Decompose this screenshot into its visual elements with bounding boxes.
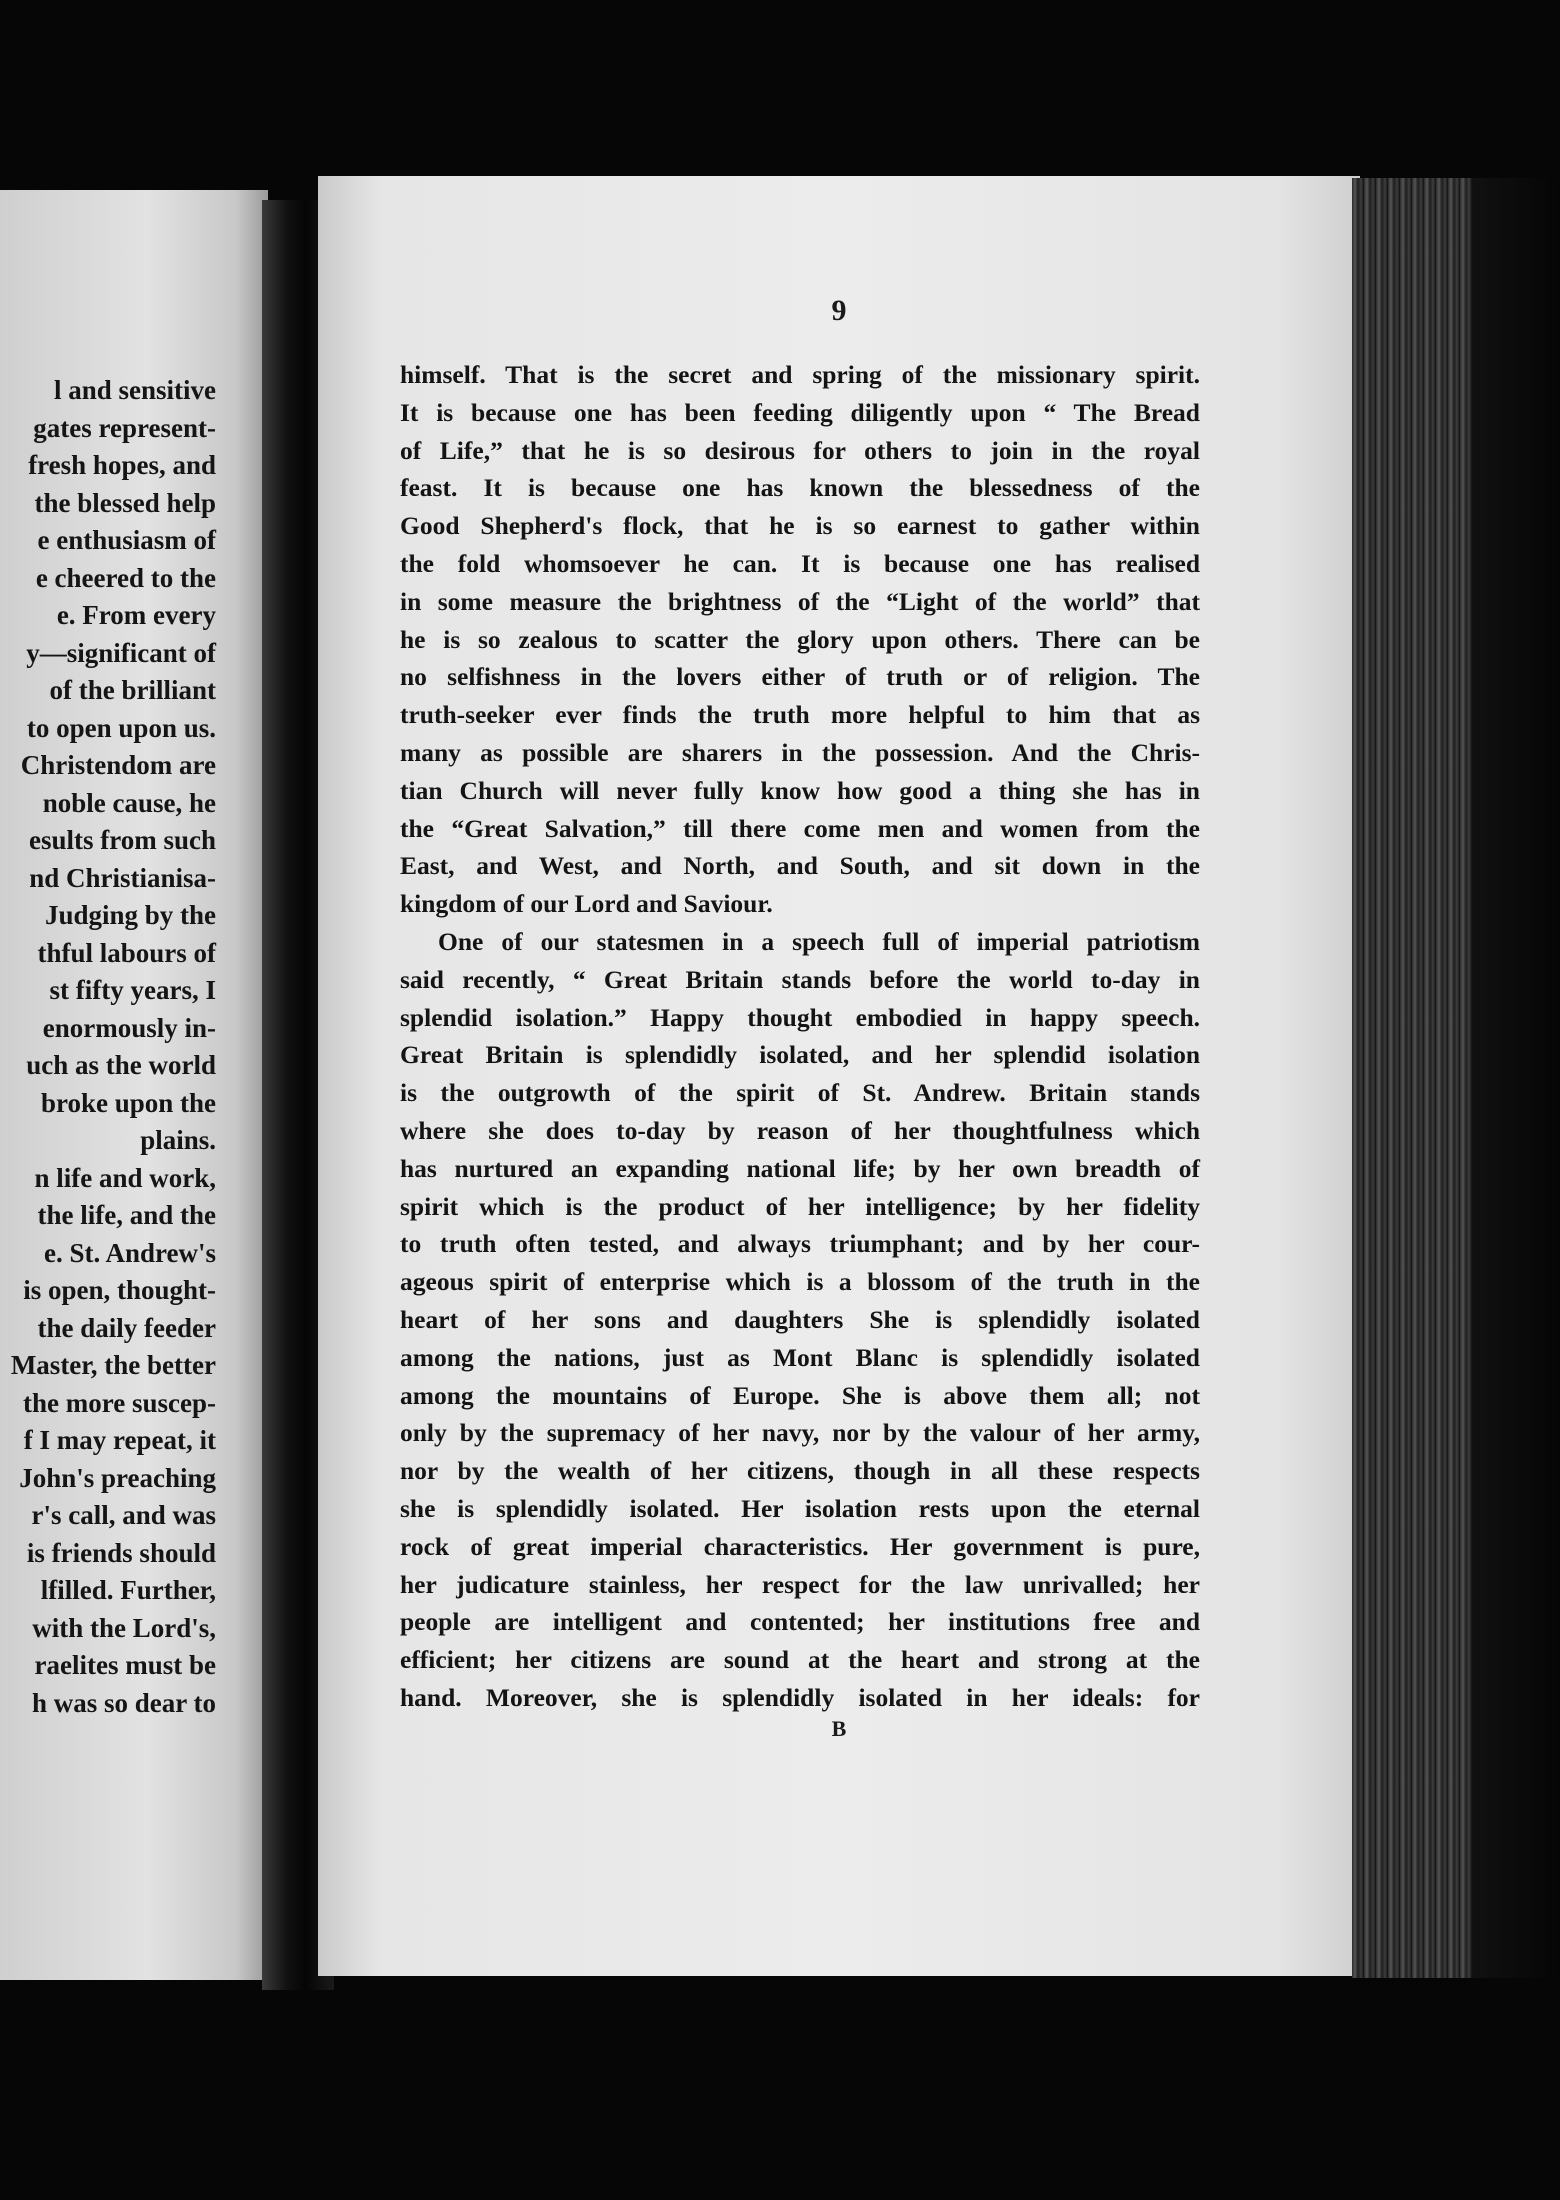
right-page <box>318 176 1360 1976</box>
body-line: said recently, “ Great Britain stands before the world to-day in <box>400 964 1200 994</box>
body-line: spirit which is the product of her intelligence; by her fidelity <box>400 1191 1200 1221</box>
body-line: rock of great imperial characteristics. Her government is pure, <box>400 1531 1200 1561</box>
left-line: e cheered to the <box>35 562 216 593</box>
left-line: gates represent- <box>33 412 216 443</box>
left-line: of the brilliant <box>49 675 216 705</box>
body-line: kingdom of our Lord and Saviour. <box>400 889 773 919</box>
left-line: e. St. Andrew's <box>43 1237 216 1268</box>
left-line: is open, thought- <box>23 1275 216 1305</box>
left-line: lfilled. Further, <box>40 1575 216 1605</box>
body-line: people are intelligent and contented; her institutions free and <box>400 1607 1200 1637</box>
body-line: feast. It is because one has known the blessedness of the <box>400 473 1200 503</box>
body-line: only by the supremacy of her navy, nor by the valour of her army, <box>400 1418 1200 1448</box>
left-page <box>0 190 268 1980</box>
left-page-text <box>11 372 216 1722</box>
body-line: splendid isolation.” Happy thought embodied in happy speech. <box>400 1002 1200 1032</box>
body-line: he is so zealous to scatter the glory upon others. There can be <box>400 624 1200 654</box>
page-body-text <box>400 356 1200 1717</box>
signature-mark: B <box>831 1716 847 1741</box>
left-line: thful labours of <box>37 937 216 968</box>
left-line: e. From every <box>56 600 216 630</box>
left-line: fresh hopes, and <box>28 450 216 480</box>
left-line: r's call, and was <box>31 1500 216 1530</box>
body-line: among the nations, just as Mont Blanc is splendidly isolated <box>400 1342 1200 1372</box>
left-line: Christendom are <box>20 750 216 780</box>
body-line: Good Shepherd's flock, that he is so earnest to gather within <box>400 511 1200 541</box>
left-line: e enthusiasm of <box>37 525 216 555</box>
body-line: tian Church will never fully know how good a thing she has in <box>400 775 1200 805</box>
left-line: enormously in- <box>42 1012 216 1043</box>
left-line: esults from such <box>28 825 216 855</box>
left-line: st fifty years, I <box>49 975 216 1005</box>
left-line: Master, the better <box>10 1350 216 1380</box>
page-stack-edge <box>1352 178 1472 1978</box>
body-line: himself. That is the secret and spring of the missionary spirit. <box>400 360 1200 389</box>
left-line: l and sensitive <box>53 375 216 405</box>
body-line: ageous spirit of enterprise which is a blossom of the truth in the <box>400 1267 1200 1297</box>
left-line: noble cause, he <box>42 787 216 818</box>
left-line: raelites must be <box>34 1650 216 1680</box>
left-line: f I may repeat, it <box>23 1425 216 1455</box>
body-line: of Life,” that he is so desirous for others to join in the royal <box>400 435 1200 465</box>
body-line: It is because one has been feeding diligently upon “ The Bread <box>400 397 1200 427</box>
body-line: the fold whomsoever he can. It is because one has realised <box>400 548 1200 578</box>
left-line: Judging by the <box>44 900 216 930</box>
left-line: nd Christianisa- <box>29 862 216 893</box>
body-line: heart of her sons and daughters She is splendidly isolated <box>400 1304 1200 1334</box>
body-line: where she does to-day by reason of her thoughtfulness which <box>400 1115 1200 1145</box>
left-line: the more suscep- <box>23 1387 216 1418</box>
body-line: hand. Moreover, she is splendidly isolated in her ideals: for <box>400 1682 1200 1712</box>
left-line: n life and work, <box>34 1162 216 1193</box>
body-line: East, and West, and North, and South, and sit down in the <box>400 851 1200 881</box>
body-line: no selfishness in the lovers either of truth or of religion. The <box>400 662 1200 692</box>
left-line: is friends should <box>26 1537 216 1568</box>
left-line: John's preaching <box>19 1462 216 1493</box>
left-line: plains. <box>140 1125 216 1155</box>
left-line: the daily feeder <box>37 1312 216 1343</box>
body-line: she is splendidly isolated. Her isolation rests upon the eternal <box>400 1493 1200 1523</box>
body-line: is the outgrowth of the spirit of St. Andrew. Britain stands <box>400 1078 1200 1108</box>
left-line: uch as the world <box>26 1050 216 1080</box>
book-cover-shadow <box>1472 178 1560 1978</box>
left-line: with the Lord's, <box>32 1612 216 1643</box>
page-number: 9 <box>831 294 847 327</box>
left-line: to open upon us. <box>26 712 216 743</box>
body-line: Great Britain is splendidly isolated, and her splendid isolation <box>400 1040 1200 1070</box>
left-line: h was so dear to <box>31 1687 216 1718</box>
body-line: has nurtured an expanding national life; by her own breadth of <box>400 1153 1200 1183</box>
body-line: nor by the wealth of her citizens, though in all these respects <box>400 1456 1200 1486</box>
left-line: broke upon the <box>40 1087 216 1118</box>
left-line: the blessed help <box>34 487 216 518</box>
body-line: the “Great Salvation,” till there come men and women from the <box>400 813 1200 843</box>
body-line: efficient; her citizens are sound at the heart and strong at the <box>400 1645 1200 1675</box>
left-line: the life, and the <box>37 1200 216 1230</box>
body-line: among the mountains of Europe. She is above them all; not <box>400 1380 1200 1410</box>
left-line: y—significant of <box>26 637 216 668</box>
body-line: her judicature stainless, her respect for the law unrivalled; her <box>400 1569 1200 1599</box>
body-line: many as possible are sharers in the possession. And the Chris- <box>400 737 1200 767</box>
body-line: to truth often tested, and always triumphant; and by her cour- <box>400 1229 1200 1259</box>
body-line: truth-seeker ever finds the truth more helpful to him that as <box>400 700 1200 730</box>
body-line: One of our statesmen in a speech full of imperial patriotism <box>438 926 1200 956</box>
body-line: in some measure the brightness of the “Light of the world” that <box>400 586 1200 616</box>
